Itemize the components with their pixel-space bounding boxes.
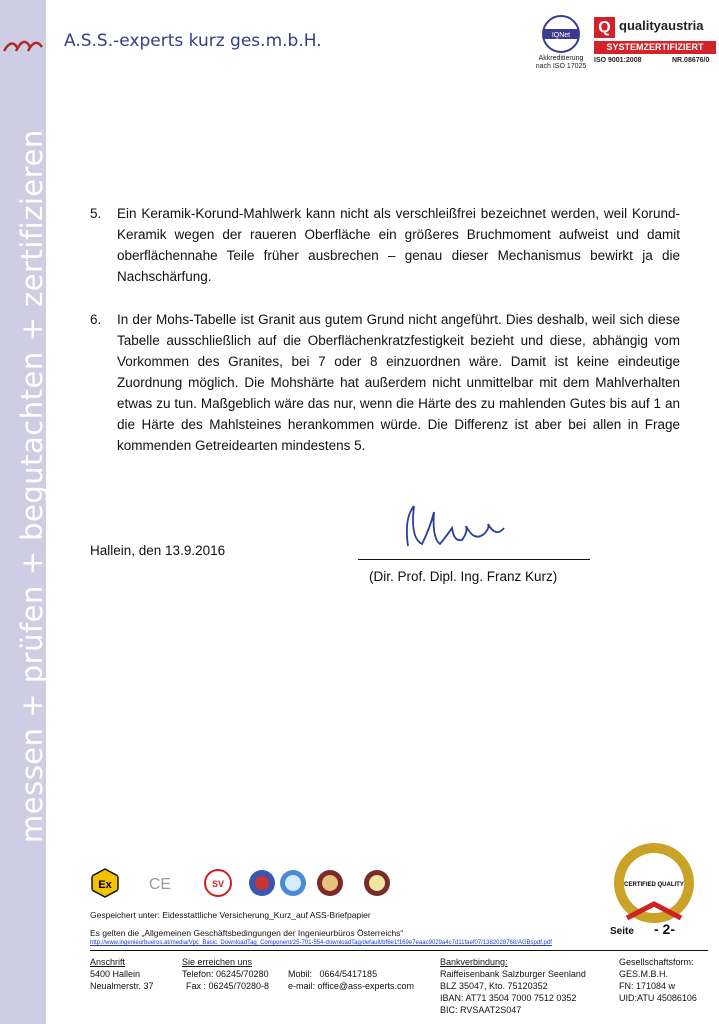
- ass-logo-icon: [2, 33, 46, 55]
- address-line: 5400 Hallein: [90, 969, 141, 979]
- company-form-line: UID:ATU 45086106: [619, 993, 697, 1003]
- iso-standard: ISO 9001:2008: [594, 57, 642, 64]
- fax: Fax : 06245/70280-8: [186, 981, 270, 991]
- iqnet-label: IQNet: [551, 32, 571, 39]
- footer-company-form: [619, 956, 697, 1004]
- company-name: A.S.S.-experts kurz ges.m.b.H.: [64, 31, 322, 51]
- email-link[interactable]: e-mail: office@ass-experts.com: [288, 981, 415, 991]
- quality-austria-q-icon: Q: [594, 17, 615, 38]
- footer-bank: [440, 956, 586, 1016]
- system-certified-label: SYSTEMZERTIFIZIERT: [594, 41, 716, 54]
- list-item: [90, 203, 680, 287]
- signature: [400, 498, 515, 560]
- item-text: In der Mohs-Tabelle ist Granit aus gutem Grund nicht angeführt. Dies deshalb, weil sich diese Tabelle ausschließlich auf die Oberflächenkratzfestigkeit bezieht und diese, abhängig vom Vorkommen des Granites, bei 7 oder 8 einzuordnen wäre. Damit ist keine eindeutige Zuordnung möglich. Die Mohshärte hat außerdem nicht unmittelbar mit dem Mahlverhalten etwas zu tun. Maßgeblich wäre das nur, wenn die Härte des zu mahlenden Gutes bis auf 1 an die Härte des Mahlsteines herankommen würde. Die Differenz ist aber bei allen in Frage kommenden Getreidearten mindestens 5.: [117, 312, 680, 453]
- certificate-number: NR.08676/0: [672, 57, 710, 64]
- bank-line: BLZ 35047, Kto. 75120352: [440, 981, 548, 991]
- item-number: 6.: [90, 312, 102, 327]
- mobile: Mobil: 0664/5417185: [288, 969, 378, 979]
- terms-note: Es gelten die „Allgemeinen Geschäftsbedingungen der Ingenieurbüros Österreichs“: [90, 928, 404, 938]
- footer-divider: [90, 950, 708, 951]
- bank-line: IBAN: AT71 3504 7000 7512 0352: [440, 993, 577, 1003]
- certification-logos: [90, 868, 460, 904]
- contact-heading: Sie erreichen uns: [182, 957, 253, 967]
- sv-seal-icon: [203, 868, 233, 898]
- seal-label: CERTIFIED QUALITY: [624, 882, 684, 888]
- footer-contact-mobile: [288, 968, 414, 992]
- svg-text:SV: SV: [211, 879, 225, 889]
- footer-address: [90, 956, 154, 992]
- place-date: Hallein, den 13.9.2016: [90, 543, 226, 558]
- sidebar-band: [0, 0, 49, 1024]
- item-number: 5.: [90, 206, 102, 221]
- bank-heading: Bankverbindung:: [440, 957, 508, 967]
- accreditation-line: Akkreditierung: [538, 55, 584, 62]
- svg-text:Ex: Ex: [98, 879, 112, 891]
- accreditation-line: nach ISO 17025: [535, 63, 587, 70]
- company-form-heading: Gesellschaftsform:: [619, 957, 694, 967]
- item-text: Ein Keramik-Korund-Mahlwerk kann nicht als verschleißfrei bezeichnet werden, weil Korund-Keramik wegen der raueren Oberfläche ein größeres Bruchmoment aufweist und damit oberflächennahe Teile früher ausbrechen – genau dieser Mechanismus bewirkt ja die Nachschärfung.: [117, 206, 680, 284]
- page-label: Seite: [610, 926, 634, 937]
- list-item: [90, 309, 680, 459]
- ex-hexagon-icon: [90, 868, 120, 898]
- saved-path: Gespeichert unter: Eidesstattliche Versicherung_Kurz_auf ASS-Briefpapier: [90, 910, 371, 920]
- sidebar-slogan: messen + prüfen + begutachten + zertifizieren: [15, 129, 49, 843]
- address-line: Neualmerstr. 37: [90, 981, 154, 991]
- accreditation-seal-icon: [278, 868, 308, 898]
- terms-link[interactable]: http://www.ingenieurbueros.at/media/Vpc_Basic_DownloadTag_Component/25-701-554-downloadTag/default/bf6e1f169e7eaac9029a4c7d11faef07/1382028768/AGBspdf.pdf: [90, 940, 552, 946]
- accreditation-note: [528, 55, 594, 71]
- signature-line: [358, 559, 590, 560]
- iqnet-badge-icon: [535, 14, 587, 54]
- address-heading: Anschrift: [90, 957, 126, 967]
- phone: Telefon: 06245/70280: [182, 969, 269, 979]
- bank-line: BIC: RVSAAT2S047: [440, 1005, 522, 1015]
- footer-contact: [182, 956, 269, 992]
- company-form-line: GES.M.B.H.: [619, 969, 669, 979]
- svg-text:CE: CE: [148, 876, 172, 893]
- expert-seal-icon: [315, 868, 345, 898]
- quality-austria-name: qualityaustria: [619, 18, 704, 33]
- signatory-name: (Dir. Prof. Dipl. Ing. Franz Kurz): [369, 569, 558, 584]
- bank-line: Raiffeisenbank Salzburger Seenland: [440, 969, 586, 979]
- page-number: - 2-: [654, 921, 675, 937]
- ce-mark-icon: [145, 868, 175, 898]
- certified-quality-seal-icon: [607, 838, 702, 933]
- guild-seal-icon: [362, 868, 392, 898]
- company-form-line: FN: 171084 w: [619, 981, 676, 991]
- inspection-seal-icon: [247, 868, 277, 898]
